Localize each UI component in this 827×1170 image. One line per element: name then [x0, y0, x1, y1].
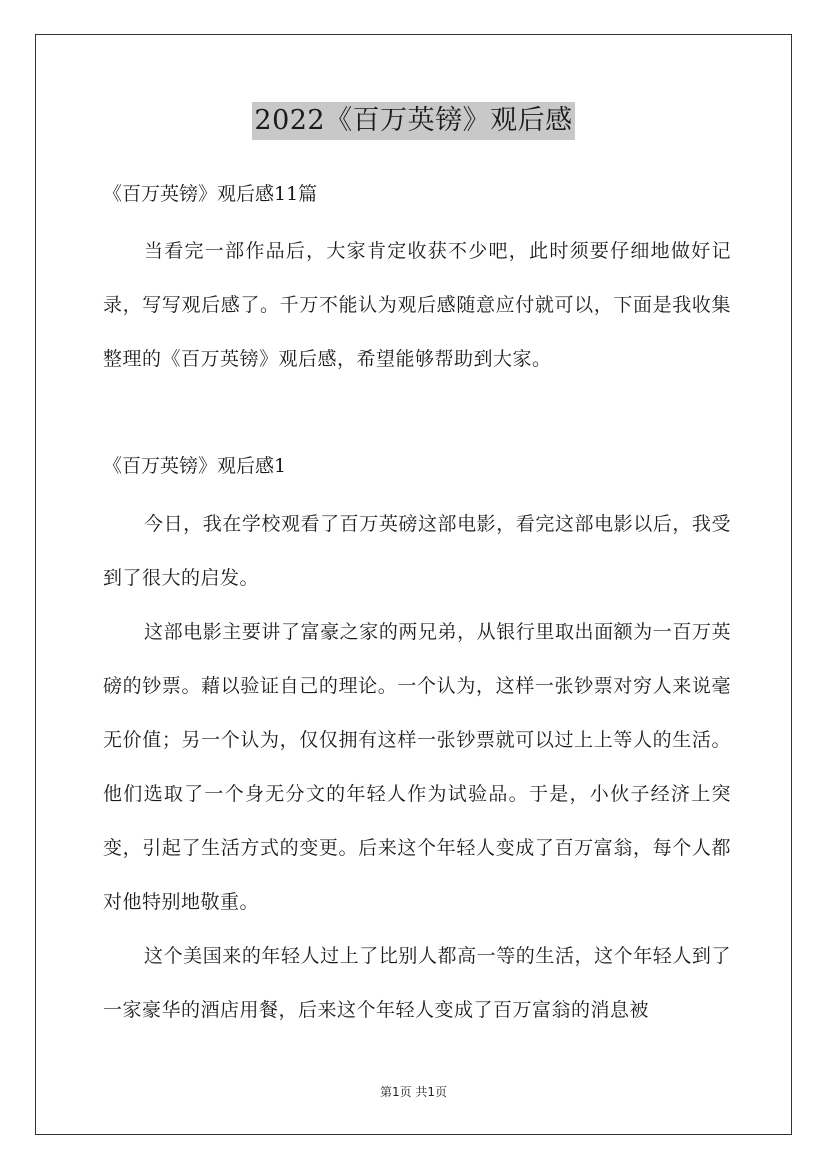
title-container [0, 102, 827, 140]
body-paragraph-2: 这部电影主要讲了富豪之家的两兄弟，从银行里取出面额为一百万英磅的钞票。藉以验证自己的理论。一个认为，这样一张钞票对穷人来说毫无价值；另一个认为，仅仅拥有这样一张钞票就可以过上上等人的生活。他们选取了一个身无分文的年轻人作为试验品。于是，小伙子经济上突变，引起了生活方式的变更。后来这个年轻人变成了百万富翁，每个人都对他特别地敬重。 [103, 621, 731, 913]
page-footer: 第1页 共1页 [379, 1085, 448, 1099]
body-paragraph-1: 今日，我在学校观看了百万英磅这部电影，看完这部电影以后，我受到了很大的启发。 [103, 513, 731, 589]
document-title: 2022《百万英镑》观后感 [252, 102, 574, 140]
document-subtitle: 《百万英镑》观后感11篇 [103, 183, 318, 205]
intro-paragraph: 当看完一部作品后，大家肯定收获不少吧，此时须要仔细地做好记录，写写观后感了。千万不能认为观后感随意应付就可以，下面是我收集整理的《百万英镑》观后感，希望能够帮助到大家。 [103, 240, 731, 370]
body-paragraph-3: 这个美国来的年轻人过上了比别人都高一等的生活，这个年轻人到了一家豪华的酒店用餐，后来这个年轻人变成了百万富翁的消息被 [103, 945, 731, 1021]
section-title: 《百万英镑》观后感1 [103, 455, 287, 477]
